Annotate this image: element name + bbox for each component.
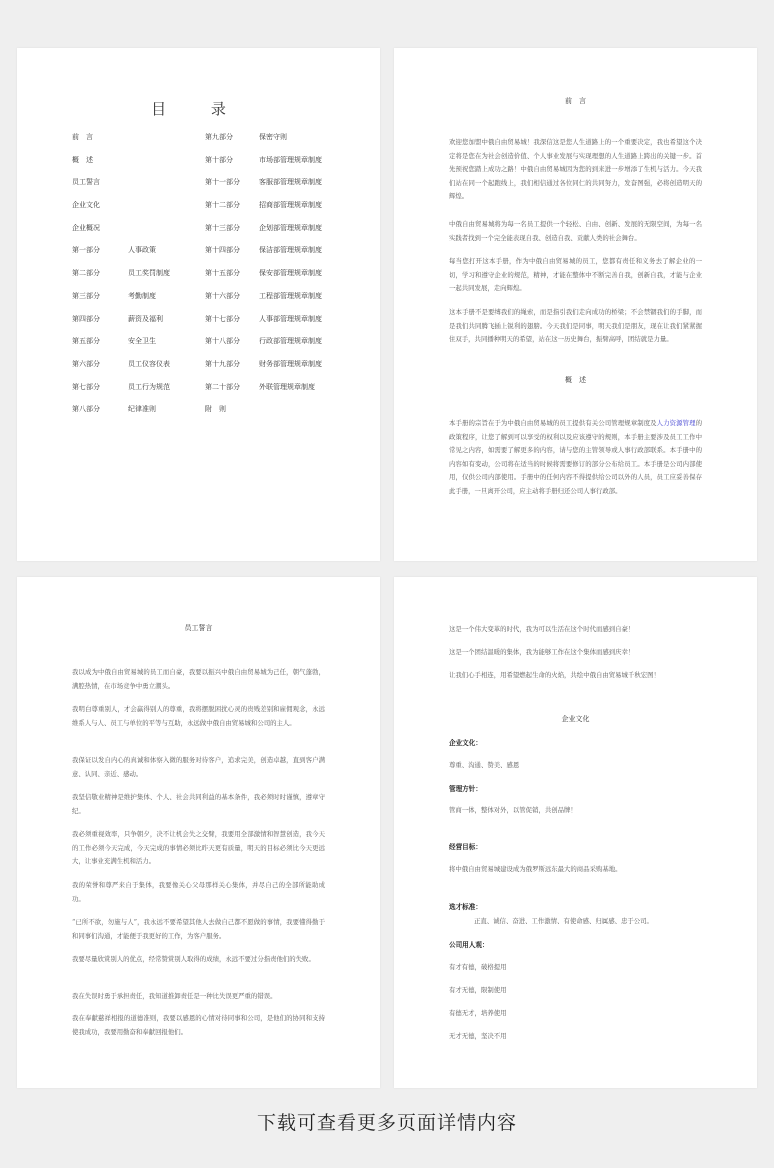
- toc-entry-number: 第二十部分: [205, 382, 240, 391]
- toc-right-column: [205, 132, 365, 427]
- toc-entry[interactable]: [72, 336, 212, 359]
- toc-entry-number: 第十八部分: [205, 337, 240, 346]
- culture-top-line: 这是一个伟大变革的时代，我为可以生活在这个时代而感到自豪！: [449, 625, 635, 633]
- toc-entry-number: 企业概况: [72, 223, 100, 232]
- toc-entry[interactable]: [72, 291, 212, 314]
- toc-entry[interactable]: [72, 359, 212, 382]
- section-line: 有才有德，破格提用: [449, 963, 507, 971]
- toc-entry[interactable]: [72, 314, 212, 337]
- preface-page: [394, 48, 757, 561]
- oath-paragraph: 我在奉献慈祥相报的道德准则，我要以感恩的心情对待同事和公司，是他们的协同和支持使我成功，我要用勤奋和奉献回报他们。: [72, 1014, 325, 1036]
- toc-entry-title: 保密守则: [259, 133, 287, 141]
- toc-page: [17, 48, 380, 561]
- toc-entry-number: 前 言: [72, 133, 93, 141]
- toc-entry-number: 员工誓言: [72, 178, 100, 187]
- toc-entry-title: 招商部管理规章制度: [259, 201, 322, 210]
- hr-management-link[interactable]: 人力资源管理: [656, 419, 696, 427]
- toc-title: 目 录: [151, 100, 246, 118]
- toc-entry-number: 第二部分: [72, 269, 100, 278]
- section-line: 将中俄自由贸易城建设成为俄罗斯远东最大的商品采购基地。: [449, 865, 622, 873]
- section-line: 正直、诚信、奋进、工作激情、有使命感、归属感、忠于公司。: [474, 917, 653, 925]
- toc-entry-title: 考勤制度: [128, 291, 156, 300]
- oath-paragraph: 我坚信敬业精神是维护集体、个人、社会共同利益的基本条件，我必须时时谨慎，遵章守纪。: [72, 793, 325, 815]
- toc-entry[interactable]: [72, 382, 212, 405]
- toc-entry-title: 保洁部管理规章制度: [259, 246, 322, 255]
- toc-entry-number: 第十四部分: [205, 246, 240, 255]
- toc-entry-number: 第五部分: [72, 337, 100, 346]
- preface-paragraph: 欢迎您加盟中俄自由贸易城！我深信这是您人生道路上的一个重要决定，我也希望这个决定将是您在为社会创造价值、个人事业发展与实现理想的人生道路上跨出的关键一步。首先预祝您踏上成功之路！中俄自由贸易城因为您的到来进一步增添了生机与活力。今天我们站在同一个起跑线上，我们相信通过各位同仁的共同努力，发奋图强，必将创造明天的辉煌。: [449, 138, 702, 201]
- overview-heading: 概 述: [565, 376, 586, 384]
- toc-entry-number: 第十三部分: [205, 223, 240, 232]
- toc-entry-number: 第十部分: [205, 155, 233, 164]
- section-label: 经营目标：: [449, 843, 482, 851]
- oath-paragraph: 我必须重视效率，只争朝夕，决不让机会失之交臂，我要用全部激情和智慧创造，我今天的工作必须今天完成，今天完成的事情必须比昨天更有质量，明天的目标必须比今天更远大，让事业充满生机和活力。: [72, 830, 325, 866]
- culture-top-line: 这是一个团结温暖的集体，我为能够工作在这个集体而感到庆幸！: [449, 648, 635, 656]
- section-label: 公司用人观：: [449, 941, 489, 949]
- toc-entry-number: 第十一部分: [205, 178, 240, 187]
- section-line: 有才无德，限制使用: [449, 986, 507, 994]
- toc-entry-title: 财务部管理规章制度: [259, 359, 322, 368]
- toc-entry-title: 员工奖罚制度: [128, 269, 170, 278]
- toc-entry[interactable]: [205, 268, 365, 291]
- toc-entry[interactable]: [72, 223, 212, 246]
- toc-entry-title: 保安部管理规章制度: [259, 269, 322, 278]
- toc-entry-title: 员工仪容仪表: [128, 359, 170, 368]
- toc-entry[interactable]: [205, 404, 365, 427]
- toc-entry[interactable]: [205, 314, 365, 337]
- culture-top-line: 让我们心手相连，用希望燃起生命的火焰，共绘中俄自由贸易城千秋宏图！: [449, 671, 660, 679]
- toc-entry-title: 人事政策: [128, 246, 156, 255]
- section-line: 有德无才，培养使用: [449, 1009, 507, 1017]
- preface-paragraph: 这本手册不是要缚我们的绳索，而是指引我们走向成功的桥梁；不会禁锢我们的手脚，而是我们共同腾飞插上锐利的翅膀。今天我们是同事，明天我们是朋友，现在让我们紧紧握住双手，共同播种明天的希望，站在这一历史舞台，振臂高呼，团结就是力量。: [449, 308, 702, 344]
- toc-entry-number: 企业文化: [72, 201, 100, 210]
- toc-entry[interactable]: [205, 245, 365, 268]
- preface-paragraph: 每当您打开这本手册，作为中俄自由贸易城的员工，您都有责任和义务去了解企业的一切，学习和遵守企业的规范，精神，才能在整体中不断完善自我，创新自我，才能与企业一起共同发展，走向辉煌。: [449, 257, 702, 293]
- toc-entry[interactable]: [205, 291, 365, 314]
- toc-entry-number: 第十五部分: [205, 269, 240, 278]
- toc-entry-title: 市场部管理规章制度: [259, 155, 322, 164]
- toc-entry[interactable]: [72, 155, 212, 178]
- toc-entry-title: 外联管理规章制度: [259, 382, 315, 391]
- oath-heading: 员工誓言: [184, 624, 213, 632]
- oath-page: [17, 577, 380, 1088]
- toc-entry[interactable]: [72, 404, 212, 427]
- toc-entry[interactable]: [205, 336, 365, 359]
- toc-entry-title: 人事部管理规章制度: [259, 314, 322, 323]
- toc-entry-number: 第十六部分: [205, 291, 240, 300]
- toc-entry[interactable]: [205, 177, 365, 200]
- section-line: 管商一体，整体对外，以管促销，共创品牌！: [449, 806, 577, 814]
- preface-paragraph: 中俄自由贸易城将为每一名员工提供一个轻松、自由、创新、发展的无限空间，为每一名实践者找到一个完全能表现自我、创造自我、贡献人类的社会舞台。: [449, 220, 702, 242]
- toc-entry-number: 概 述: [72, 155, 93, 164]
- culture-heading: 企业文化: [561, 715, 590, 723]
- toc-entry-number: 第六部分: [72, 359, 100, 368]
- toc-entry-title: 薪资及福利: [128, 314, 163, 323]
- toc-entry[interactable]: [205, 155, 365, 178]
- oath-paragraph: 我在失误时勇于承担责任，我知道推卸责任是一种比失误更严重的错误。: [72, 992, 277, 1000]
- toc-entry-number: 第八部分: [72, 405, 100, 414]
- oath-paragraph: 我明白尊重别人，才会赢得别人的尊重，我将摆脱困扰心灵的贵贱差别和雇佣观念，永远维系人与人、员工与单位的平等与互助，永远做中俄自由贸易城和公司的主人。: [72, 705, 325, 727]
- toc-entry-title: 行政部管理规章制度: [259, 337, 322, 346]
- toc-entry[interactable]: [72, 268, 212, 291]
- toc-entry-title: 员工行为规范: [128, 382, 170, 391]
- section-line: 尊重、沟通、赞美、感恩: [449, 761, 520, 769]
- toc-entry[interactable]: [72, 132, 212, 155]
- download-prompt[interactable]: 下载可查看更多页面详情内容: [256, 1112, 517, 1134]
- toc-entry-title: 安全卫生: [128, 337, 156, 346]
- oath-paragraph: 我以成为中俄自由贸易城的员工而自豪，我要以振兴中俄自由贸易城为己任，朝气蓬勃，满腔热情，在市场竞争中勇立潮头。: [72, 668, 325, 690]
- oath-paragraph: 我的荣誉和尊严来自于集体，我要像关心父母那样关心集体，并尽自己的全部所能助成功。: [72, 881, 325, 903]
- section-line: 无才无德，坚决不用: [449, 1032, 507, 1040]
- culture-page: [394, 577, 757, 1088]
- overview-paragraph: 本手册的宗旨在于为中俄自由贸易城的员工提供有关公司管理规章制度及人力资源管理的政策程序，让您了解到可以享受的权利以及应该遵守的规则，本手册主要涉及员工工作中常见之内容，如需要了解更多的内容，请与您的主管领导或人事行政部联系。本手册中的内容如有变动，公司将在适当的时候将需要修订的部分公布给员工。本手册是公司内部使用，仅供公司内部使用。手册中的任何内容不得提供给公司以外的人员，员工应妥善保存此手册，一旦离开公司，应主动将手册归还公司人事行政部。: [449, 419, 703, 495]
- toc-entry-title: 企划部管理规章制度: [259, 223, 322, 232]
- section-label: 管理方针：: [449, 785, 482, 793]
- toc-left-column: [72, 132, 212, 427]
- toc-entry-number: 附 则: [205, 405, 226, 414]
- preface-heading: 前 言: [565, 97, 586, 105]
- toc-entry-number: 第三部分: [72, 291, 100, 300]
- toc-entry[interactable]: [205, 359, 365, 382]
- toc-entry[interactable]: [205, 132, 365, 155]
- oath-paragraph: “已所不欲，勿施与人”，我永远不要希望其他人去做自己都不愿做的事情，我要懂得勤于和同事们沟通，才能便于我更好的工作，为客户服务。: [72, 918, 325, 940]
- toc-entry-number: 第十九部分: [205, 359, 240, 368]
- toc-entry-title: 工程部管理规章制度: [259, 291, 322, 300]
- toc-entry-number: 第七部分: [72, 382, 100, 391]
- toc-entry-title: 客服部管理规章制度: [259, 178, 322, 187]
- oath-paragraph: 我要尽量欣赏别人的优点，经常赞赏别人取得的成绩，永远不要过分指责他们的失败。: [72, 955, 315, 963]
- toc-entry[interactable]: [72, 245, 212, 268]
- oath-paragraph: 我保证以发自内心的真诚和体察入微的服务对待客户，追求完美，创造卓越，直到客户满意、认同、亲近、感动。: [72, 756, 325, 778]
- toc-entry-number: 第十七部分: [205, 314, 240, 323]
- toc-entry-number: 第一部分: [72, 246, 100, 255]
- toc-entry-number: 第九部分: [205, 133, 233, 141]
- toc-entry-number: 第四部分: [72, 314, 100, 323]
- toc-entry-number: 第十二部分: [205, 201, 240, 210]
- section-label: 企业文化：: [449, 739, 482, 747]
- toc-entry[interactable]: [205, 223, 365, 246]
- toc-entry[interactable]: [72, 177, 212, 200]
- toc-entry-title: 纪律准则: [128, 405, 156, 414]
- section-label: 选才标准：: [449, 903, 482, 911]
- toc-entry[interactable]: [205, 200, 365, 223]
- toc-entry[interactable]: [72, 200, 212, 223]
- toc-entry[interactable]: [205, 382, 365, 405]
